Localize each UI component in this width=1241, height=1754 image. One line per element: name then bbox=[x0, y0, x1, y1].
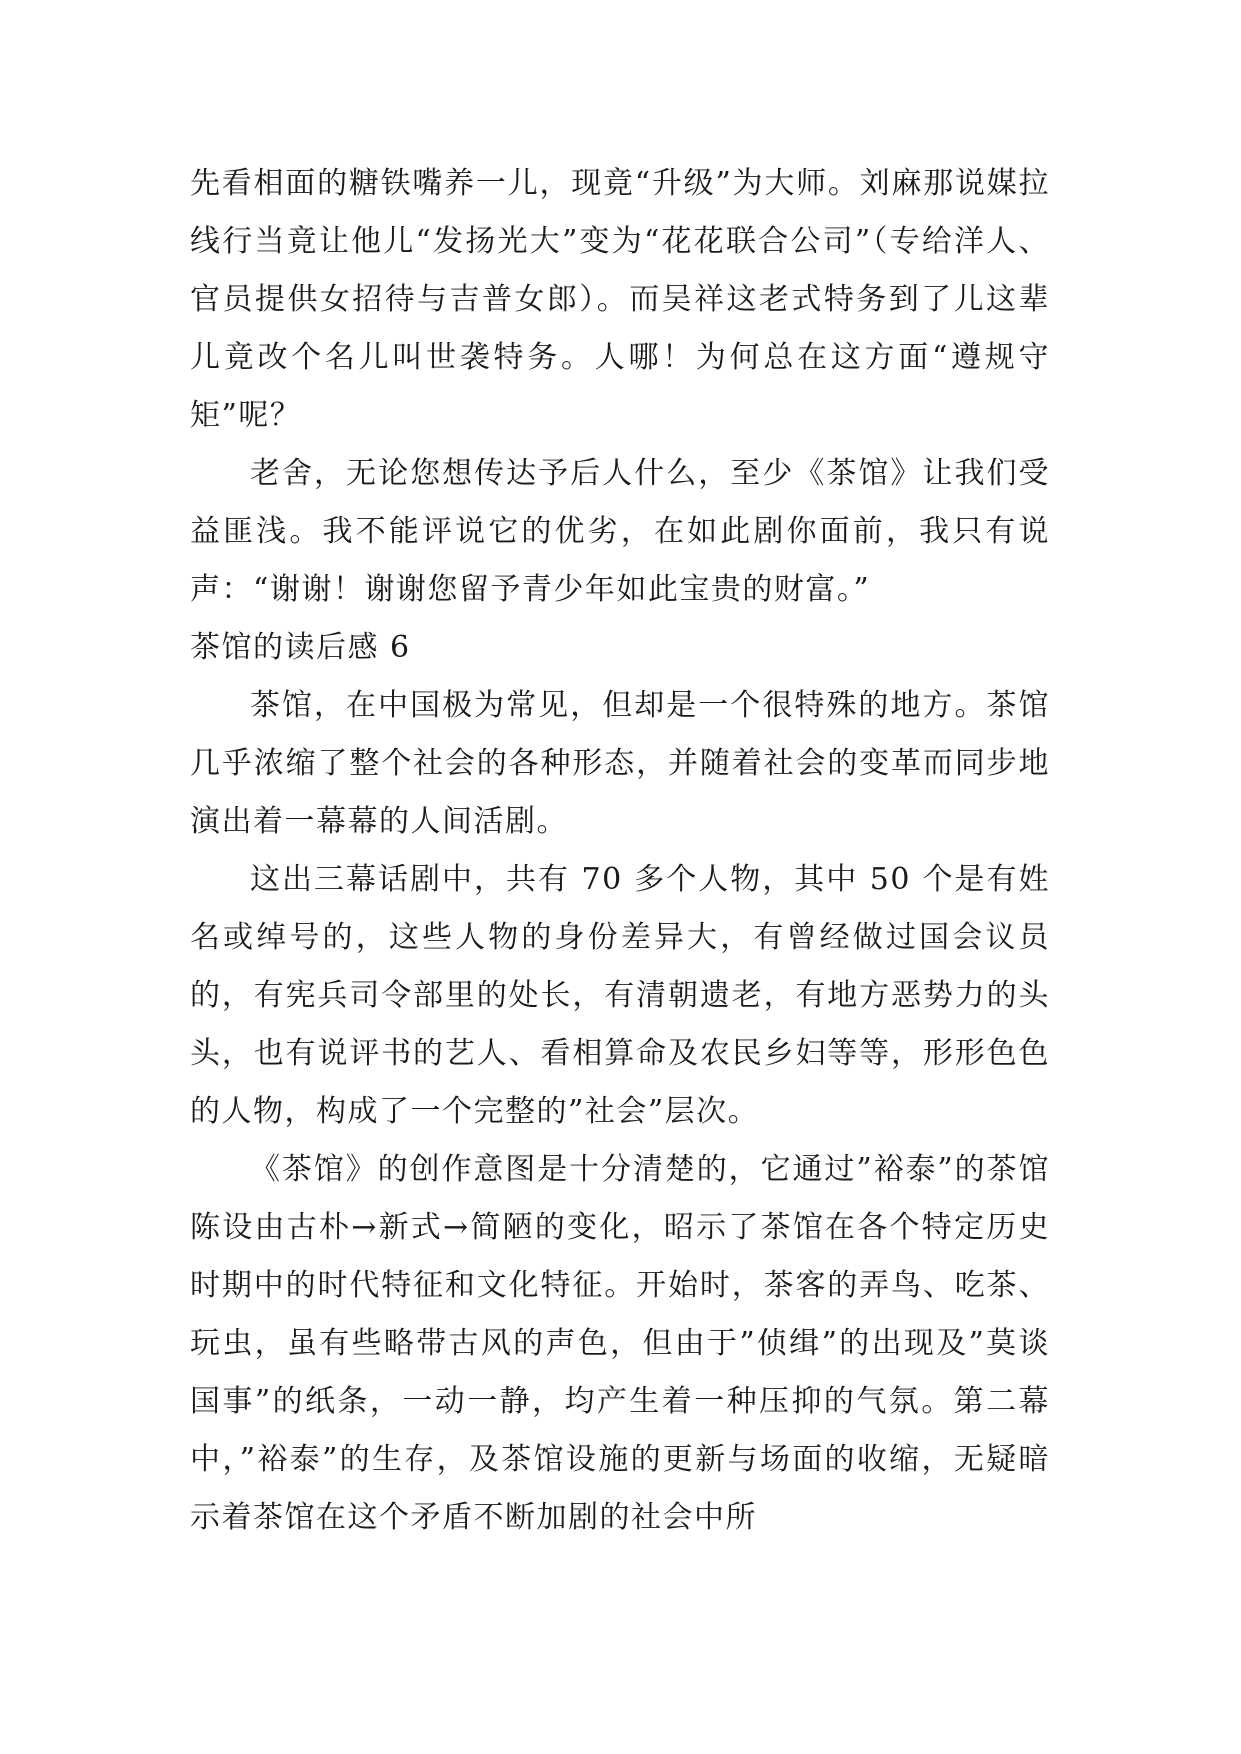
paragraph-5: 《茶馆》的创作意图是十分清楚的，它通过”裕泰”的茶馆陈设由古朴→新式→简陋的变化，昭示了茶馆在各个特定历史时期中的时代特征和文化特征。开始时，茶客的弄鸟、吃茶、玩虫，虽有些略带古风的声色，但由于”侦缉”的出现及”莫谈国事”的纸条，一动一静，均产生着一种压抑的气氛。第二幕中，”裕泰”的生存，及茶馆设施的更新与场面的收缩，无疑暗示着茶馆在这个矛盾不断加剧的社会中所 bbox=[190, 1152, 1050, 1535]
paragraph-2: 老舍，无论您想传达予后人什么，至少《茶馆》让我们受益匪浅。我不能评说它的优劣，在如此剧你面前，我只有说声：“谢谢！谢谢您留予青少年如此宝贵的财富。” bbox=[190, 456, 1050, 607]
paragraph-3: 茶馆，在中国极为常见，但却是一个很特殊的地方。茶馆几乎浓缩了整个社会的各种形态，并随着社会的变革而同步地演出着一幕幕的人间活剧。 bbox=[190, 688, 1050, 839]
section-heading: 茶馆的读后感 6 bbox=[190, 630, 411, 665]
paragraph-4: 这出三幕话剧中，共有 70 多个人物，其中 50 个是有姓名或绰号的，这些人物的身份差异大，有曾经做过国会议员的，有宪兵司令部里的处长，有清朝遗老，有地方恶势力的头头，也有说评书的艺人、看相算命及农民乡妇等等，形形色色的人物，构成了一个完整的”社会”层次。 bbox=[190, 862, 1050, 1129]
paragraph-1: 先看相面的糖铁嘴养一儿，现竟“升级”为大师。刘麻那说媒拉线行当竟让他儿“发扬光大”变为“花花联合公司”（专给洋人、官员提供女招待与吉普女郎）。而吴祥这老式特务到了儿这辈儿竟改个名儿叫世袭特务。人哪！为何总在这方面“遵规守矩”呢？ bbox=[190, 166, 1050, 433]
document-body bbox=[190, 155, 1050, 1547]
